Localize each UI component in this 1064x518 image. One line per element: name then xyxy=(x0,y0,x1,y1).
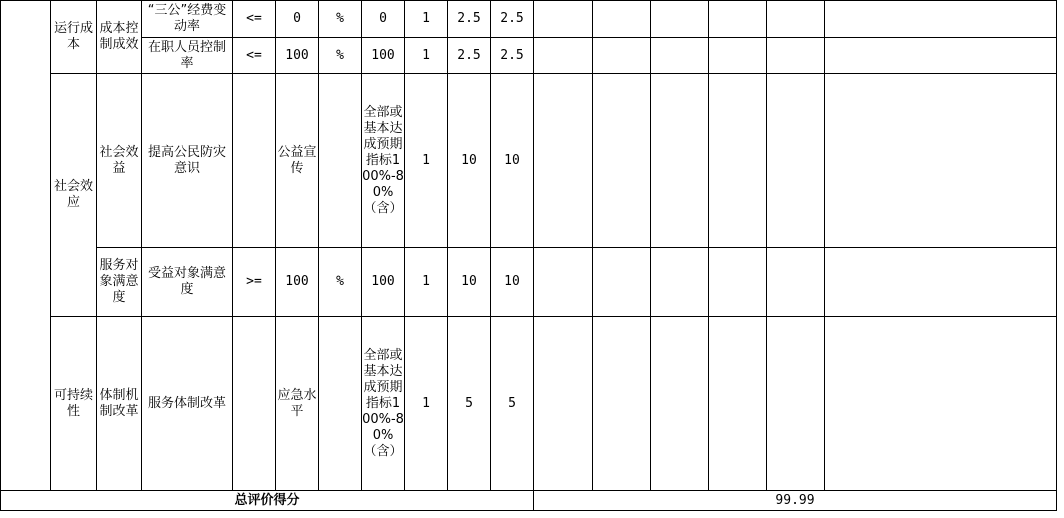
target-value: 100 xyxy=(276,38,319,74)
level2-institutional-reform: 体制机制改革 xyxy=(97,317,142,491)
level1-operating-cost: 运行成本 xyxy=(51,1,97,74)
unit: % xyxy=(319,38,362,74)
empty-cell xyxy=(534,248,593,317)
table-row xyxy=(1,38,1057,74)
empty-cell xyxy=(767,38,825,74)
standard-value: 1 xyxy=(405,74,448,248)
weight-value: 2.5 xyxy=(448,38,491,74)
empty-cell xyxy=(651,248,709,317)
empty-cell xyxy=(534,317,593,491)
indicator-name: 服务体制改革 xyxy=(142,317,233,491)
empty-cell xyxy=(767,74,825,248)
standard-value: 1 xyxy=(405,248,448,317)
empty-cell xyxy=(593,248,651,317)
score-value: 10 xyxy=(491,248,534,317)
unit xyxy=(319,317,362,491)
table-row xyxy=(1,317,1057,491)
empty-cell xyxy=(593,317,651,491)
empty-cell xyxy=(709,74,767,248)
indicator-name: 提高公民防灾意识 xyxy=(142,74,233,248)
target-value: 100 xyxy=(276,248,319,317)
empty-cell xyxy=(709,1,767,38)
level2-cost-control: 成本控制成效 xyxy=(97,1,142,74)
empty-cell xyxy=(593,38,651,74)
empty-cell xyxy=(825,38,1057,74)
table-row xyxy=(1,1,1057,38)
standard-value: 1 xyxy=(405,1,448,38)
empty-cell xyxy=(825,1,1057,38)
indicator-name: 在职人员控制率 xyxy=(142,38,233,74)
empty-cell xyxy=(767,317,825,491)
empty-cell xyxy=(651,1,709,38)
empty-cell xyxy=(767,248,825,317)
unit: % xyxy=(319,248,362,317)
empty-cell xyxy=(534,1,593,38)
score-value: 2.5 xyxy=(491,38,534,74)
unit: % xyxy=(319,1,362,38)
indicator-operator: >= xyxy=(233,248,276,317)
standard-value: 1 xyxy=(405,38,448,74)
empty-cell xyxy=(651,317,709,491)
level2-social-benefit: 社会效益 xyxy=(97,74,142,248)
actual-value: 100 xyxy=(362,248,405,317)
indicator-operator xyxy=(233,317,276,491)
target-value: 公益宣传 xyxy=(276,74,319,248)
empty-cell xyxy=(825,74,1057,248)
standard-value: 1 xyxy=(405,317,448,491)
empty-cell xyxy=(534,74,593,248)
indicator-name: 受益对象满意度 xyxy=(142,248,233,317)
empty-cell xyxy=(593,1,651,38)
empty-cell xyxy=(709,38,767,74)
empty-cell xyxy=(651,74,709,248)
total-label: 总评价得分 xyxy=(1,491,534,511)
actual-value: 100 xyxy=(362,38,405,74)
level2-satisfaction: 服务对象满意度 xyxy=(97,248,142,317)
table-row xyxy=(1,74,1057,248)
empty-cell xyxy=(709,248,767,317)
total-score: 99.99 xyxy=(534,491,1057,511)
actual-value: 全部或基本达成预期指标100%-80%（含） xyxy=(362,74,405,248)
level1-social-effect: 社会效应 xyxy=(51,74,97,317)
actual-value: 0 xyxy=(362,1,405,38)
weight-value: 10 xyxy=(448,248,491,317)
empty-cell xyxy=(593,74,651,248)
empty-cell xyxy=(709,317,767,491)
level1-sustainability: 可持续性 xyxy=(51,317,97,491)
indicator-name: “三公”经费变动率 xyxy=(142,1,233,38)
indicator-operator: <= xyxy=(233,38,276,74)
indicator-operator xyxy=(233,74,276,248)
score-value: 10 xyxy=(491,74,534,248)
weight-value: 10 xyxy=(448,74,491,248)
target-value: 0 xyxy=(276,1,319,38)
actual-value: 全部或基本达成预期指标100%-80%（含） xyxy=(362,317,405,491)
empty-cell xyxy=(651,38,709,74)
target-value: 应急水平 xyxy=(276,317,319,491)
unit xyxy=(319,74,362,248)
weight-value: 2.5 xyxy=(448,1,491,38)
empty-cell xyxy=(825,248,1057,317)
weight-value: 5 xyxy=(448,317,491,491)
table-row xyxy=(1,248,1057,317)
empty-cell xyxy=(534,38,593,74)
empty-cell xyxy=(825,317,1057,491)
total-row xyxy=(1,491,1057,511)
outer-blank-cell xyxy=(1,1,51,491)
score-value: 5 xyxy=(491,317,534,491)
score-value: 2.5 xyxy=(491,1,534,38)
indicator-operator: <= xyxy=(233,1,276,38)
empty-cell xyxy=(767,1,825,38)
